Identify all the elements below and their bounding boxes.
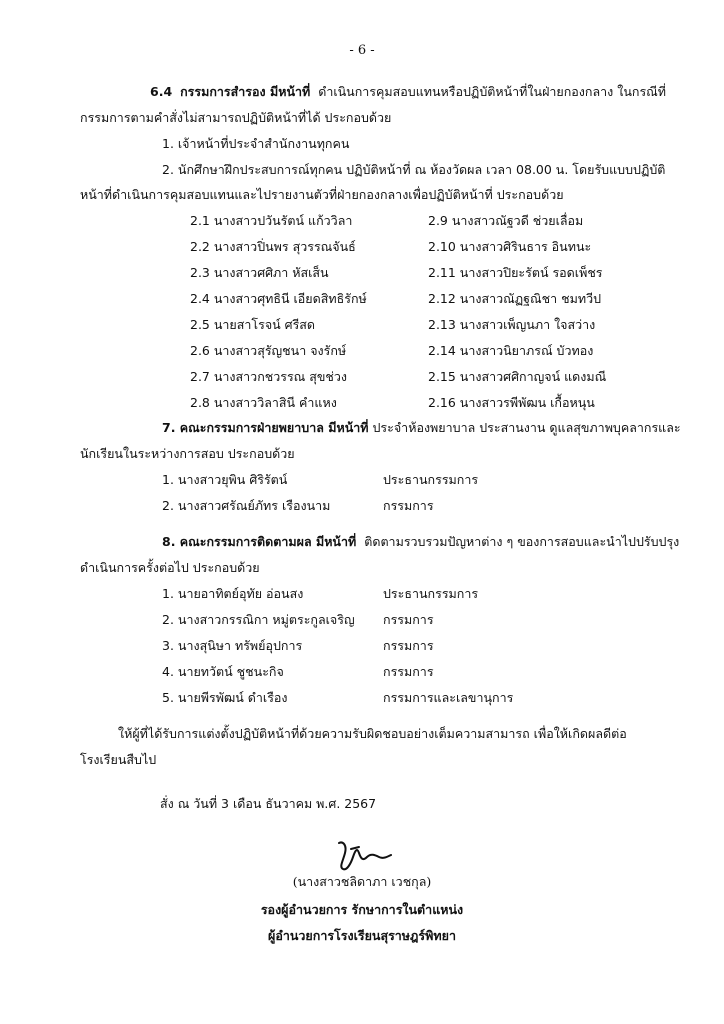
member-name: 4. นายทวัตน์ ชูชนะกิจ	[162, 664, 284, 679]
member-name: 3. นางสุนิษา ทรัพย์อุปการ	[162, 638, 303, 653]
list-item: 2.3 นางสาวศศิภา หัสเส็น	[190, 265, 329, 280]
section-6-4-item-1: 1. เจ้าหน้าที่ประจำสำนักงานทุกคน	[162, 136, 350, 151]
section-8-heading	[162, 534, 679, 550]
member-role: กรรมการ	[383, 498, 434, 513]
section-6-4-desc-line2: กรรมการตามคำสั่งไม่สามารถปฏิบัติหน้าที่ได้ ประกอบด้วย	[80, 110, 392, 125]
member-role: กรรมการและเลขานุการ	[383, 690, 514, 705]
member-role: ประธานกรรมการ	[383, 586, 479, 601]
section-6-4-number: 6.4	[150, 84, 173, 99]
member-name: 5. นายพีรพัฒน์ ดำเรือง	[162, 690, 288, 705]
section-7-title: 7. คณะกรรมการฝ่ายพยาบาล มีหน้าที่	[162, 420, 369, 435]
section-7-desc-line2: นักเรียนในระหว่างการสอบ ประกอบด้วย	[80, 446, 295, 461]
list-item: 2.16 นางสาวรพีพัฒน เกื้อหนุน	[428, 395, 595, 410]
section-6-4-item-2: 2. นักศึกษาฝึกประสบการณ์ทุกคน ปฏิบัติหน้าที่ ณ ห้องวัดผล เวลา 08.00 น. โดยรับแบบปฏิบัติ	[162, 162, 666, 177]
member-name: 1. นายอาทิตย์อุทัย อ่อนสง	[162, 586, 304, 601]
list-item: 2.8 นางสาววิลาสินี คำแหง	[190, 395, 337, 410]
section-6-4-title: กรรมการสำรอง มีหน้าที่	[180, 84, 311, 99]
section-6-4-heading	[150, 84, 666, 100]
section-6-4-item-2-line2: หน้าที่ดำเนินการคุมสอบแทนและไปรายงานตัวที่ฝ่ายกองกลางเพื่อปฏิบัติหน้าที่ ประกอบด้วย	[80, 187, 564, 202]
section-7-heading	[162, 420, 681, 436]
list-item: 2.6 นางสาวสุรัญชนา จงรักษ์	[190, 343, 347, 358]
member-role: กรรมการ	[383, 664, 434, 679]
list-item: 2.11 นางสาวปิยะรัตน์ รอดเพ็ชร	[428, 265, 603, 280]
section-7-desc: ประจำห้องพยาบาล ประสานงาน ดูแลสุขภาพบุคลากรและ	[372, 420, 681, 435]
closing-line-1: ให้ผู้ที่ได้รับการแต่งตั้งปฏิบัติหน้าที่ด้วยความรับผิดชอบอย่างเต็มความสามารถ เพื่อให้เกิดผลดีต่อ	[118, 726, 627, 741]
closing-line-2: โรงเรียนสืบไป	[80, 752, 157, 767]
list-item: 2.15 นางสาวศศิกาญจน์ แดงมณี	[428, 369, 607, 384]
section-6-4-desc: ดำเนินการคุมสอบแทนหรือปฏิบัติหน้าที่ในฝ่ายกองกลาง ในกรณีที่	[318, 84, 667, 99]
list-item: 2.2 นางสาวปิ่นพร สุวรรณจันธ์	[190, 239, 356, 254]
member-name: 2. นางสาวกรรณิกา หมู่ตระกูลเจริญ	[162, 612, 355, 627]
list-item: 2.14 นางสาวนิยาภรณ์ บัวทอง	[428, 343, 594, 358]
list-item: 2.13 นางสาวเพ็ญนภา ใจสว่าง	[428, 317, 596, 332]
signer-position-2: ผู้อำนวยการโรงเรียนสุราษฎร์พิทยา	[268, 928, 456, 943]
list-item: 2.7 นางสาวกชวรรณ สุขช่วง	[190, 369, 348, 384]
list-item: 2.12 นางสาวณัฏฐณิชา ชมทวีป	[428, 291, 602, 306]
signature-image	[333, 835, 393, 875]
member-role: กรรมการ	[383, 612, 434, 627]
section-8-title: 8. คณะกรรมการติดตามผล มีหน้าที่	[162, 534, 357, 549]
page-number: - 6 -	[349, 43, 375, 58]
signer-name: (นางสาวชลิดาภา เวชกุล)	[292, 874, 432, 889]
member-role: ประธานกรรมการ	[383, 472, 479, 487]
list-item: 2.4 นางสาวศุทธินี เอียดสิทธิรักษ์	[190, 291, 367, 306]
list-item: 2.9 นางสาวณัฐวดี ช่วยเลื่อม	[428, 213, 584, 228]
signer-position-1: รองผู้อำนวยการ รักษาการในตำแหน่ง	[260, 902, 464, 917]
order-date: สั่ง ณ วันที่ 3 เดือน ธันวาคม พ.ศ. 2567	[160, 796, 377, 811]
list-item: 2.10 นางสาวศิรินธาร อินทนะ	[428, 239, 592, 254]
section-8-desc-line2: ดำเนินการครั้งต่อไป ประกอบด้วย	[80, 560, 260, 575]
list-item: 2.5 นายสาโรจน์ ศรีสด	[190, 317, 316, 332]
list-item: 2.1 นางสาวปวันรัตน์ แก้ววิลา	[190, 213, 353, 228]
member-role: กรรมการ	[383, 638, 434, 653]
member-name: 1. นางสาวยุพิน ศิริรัตน์	[162, 472, 288, 487]
member-name: 2. นางสาวศรัณย์ภัทร เรืองนาม	[162, 498, 331, 513]
section-8-desc: ติดตามรวบรวมปัญหาต่าง ๆ ของการสอบและนำไปปรับปรุง	[364, 534, 680, 549]
